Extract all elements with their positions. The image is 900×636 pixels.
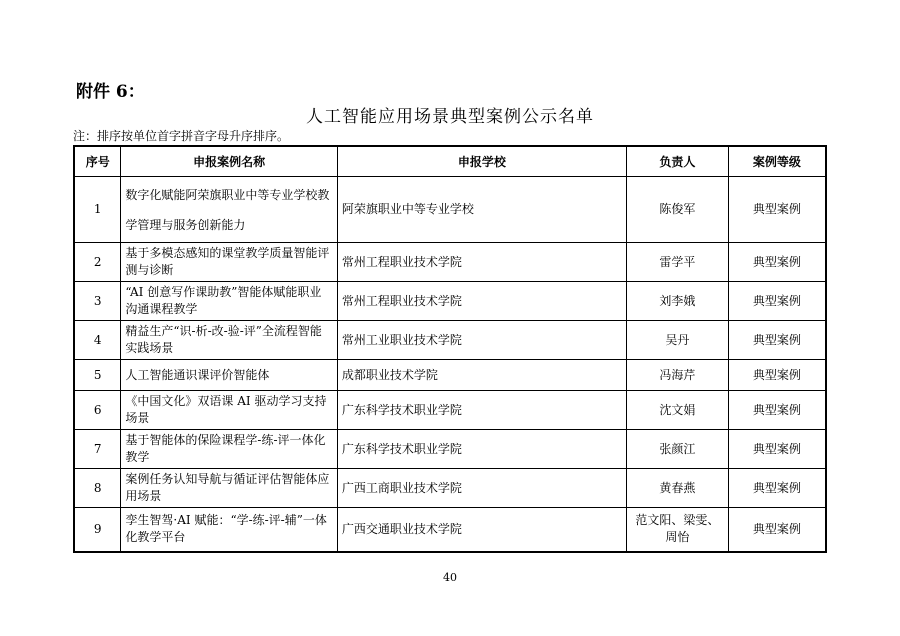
row-number: 9 <box>74 508 121 552</box>
case-level: 典型案例 <box>728 282 826 321</box>
school-name: 广西工商职业技术学院 <box>337 469 626 508</box>
school-name: 广东科学技术职业学院 <box>337 430 626 469</box>
table-header-row <box>74 146 826 177</box>
table-row <box>74 391 826 430</box>
table-row <box>74 430 826 469</box>
header-number: 序号 <box>74 146 121 177</box>
school-name: 广西交通职业技术学院 <box>337 508 626 552</box>
sort-note: 注：排序按单位首字拼音字母升序排序。 <box>73 129 290 143</box>
case-name: 基于智能体的保险课程学-练-评一体化教学 <box>121 430 337 469</box>
row-number: 1 <box>74 177 121 243</box>
table-row <box>74 469 826 508</box>
lead-person: 吴丹 <box>626 321 728 360</box>
case-name: 基于多模态感知的课堂教学质量智能评测与诊断 <box>121 243 337 282</box>
lead-person: 范文阳、梁雯、周怡 <box>626 508 728 552</box>
header-case-name: 申报案例名称 <box>121 146 337 177</box>
case-name: 数字化赋能阿荣旗职业中等专业学校教学管理与服务创新能力 <box>121 177 337 243</box>
row-number: 2 <box>74 243 121 282</box>
case-name: 《中国文化》双语课 AI 驱动学习支持场景 <box>121 391 337 430</box>
school-name: 常州工业职业技术学院 <box>337 321 626 360</box>
school-name: 常州工程职业技术学院 <box>337 282 626 321</box>
lead-person: 冯海芹 <box>626 360 728 391</box>
case-list-table <box>73 145 827 553</box>
lead-person: 张颜江 <box>626 430 728 469</box>
header-level: 案例等级 <box>728 146 826 177</box>
document-title: 人工智能应用场景典型案例公示名单 <box>306 107 594 127</box>
school-name: 成都职业技术学院 <box>337 360 626 391</box>
lead-person: 雷学平 <box>626 243 728 282</box>
lead-person: 陈俊军 <box>626 177 728 243</box>
case-name: 案例任务认知导航与循证评估智能体应用场景 <box>121 469 337 508</box>
case-level: 典型案例 <box>728 177 826 243</box>
case-level: 典型案例 <box>728 391 826 430</box>
case-level: 典型案例 <box>728 360 826 391</box>
case-level: 典型案例 <box>728 321 826 360</box>
table-row <box>74 282 826 321</box>
lead-person: 沈文娟 <box>626 391 728 430</box>
row-number: 8 <box>74 469 121 508</box>
school-name: 广东科学技术职业学院 <box>337 391 626 430</box>
header-school: 申报学校 <box>337 146 626 177</box>
table-row <box>74 360 826 391</box>
case-name: 精益生产“识-析-改-验-评”全流程智能实践场景 <box>121 321 337 360</box>
school-name: 常州工程职业技术学院 <box>337 243 626 282</box>
table-row <box>74 508 826 552</box>
header-lead: 负责人 <box>626 146 728 177</box>
lead-person: 黄春燕 <box>626 469 728 508</box>
table-row <box>74 177 826 243</box>
row-number: 5 <box>74 360 121 391</box>
table-row <box>74 321 826 360</box>
page-number: 40 <box>443 571 457 584</box>
case-level: 典型案例 <box>728 508 826 552</box>
attachment-label: 附件 6： <box>76 82 145 102</box>
row-number: 3 <box>74 282 121 321</box>
row-number: 7 <box>74 430 121 469</box>
case-name: 人工智能通识课评价智能体 <box>121 360 337 391</box>
table-row <box>74 243 826 282</box>
case-level: 典型案例 <box>728 430 826 469</box>
lead-person: 刘李娥 <box>626 282 728 321</box>
row-number: 6 <box>74 391 121 430</box>
case-name: “AI 创意写作课助教”智能体赋能职业沟通课程教学 <box>121 282 337 321</box>
case-name: 孪生智驾·AI 赋能：“学-练-评-辅”一体化教学平台 <box>121 508 337 552</box>
case-level: 典型案例 <box>728 469 826 508</box>
case-level: 典型案例 <box>728 243 826 282</box>
school-name: 阿荣旗职业中等专业学校 <box>337 177 626 243</box>
row-number: 4 <box>74 321 121 360</box>
